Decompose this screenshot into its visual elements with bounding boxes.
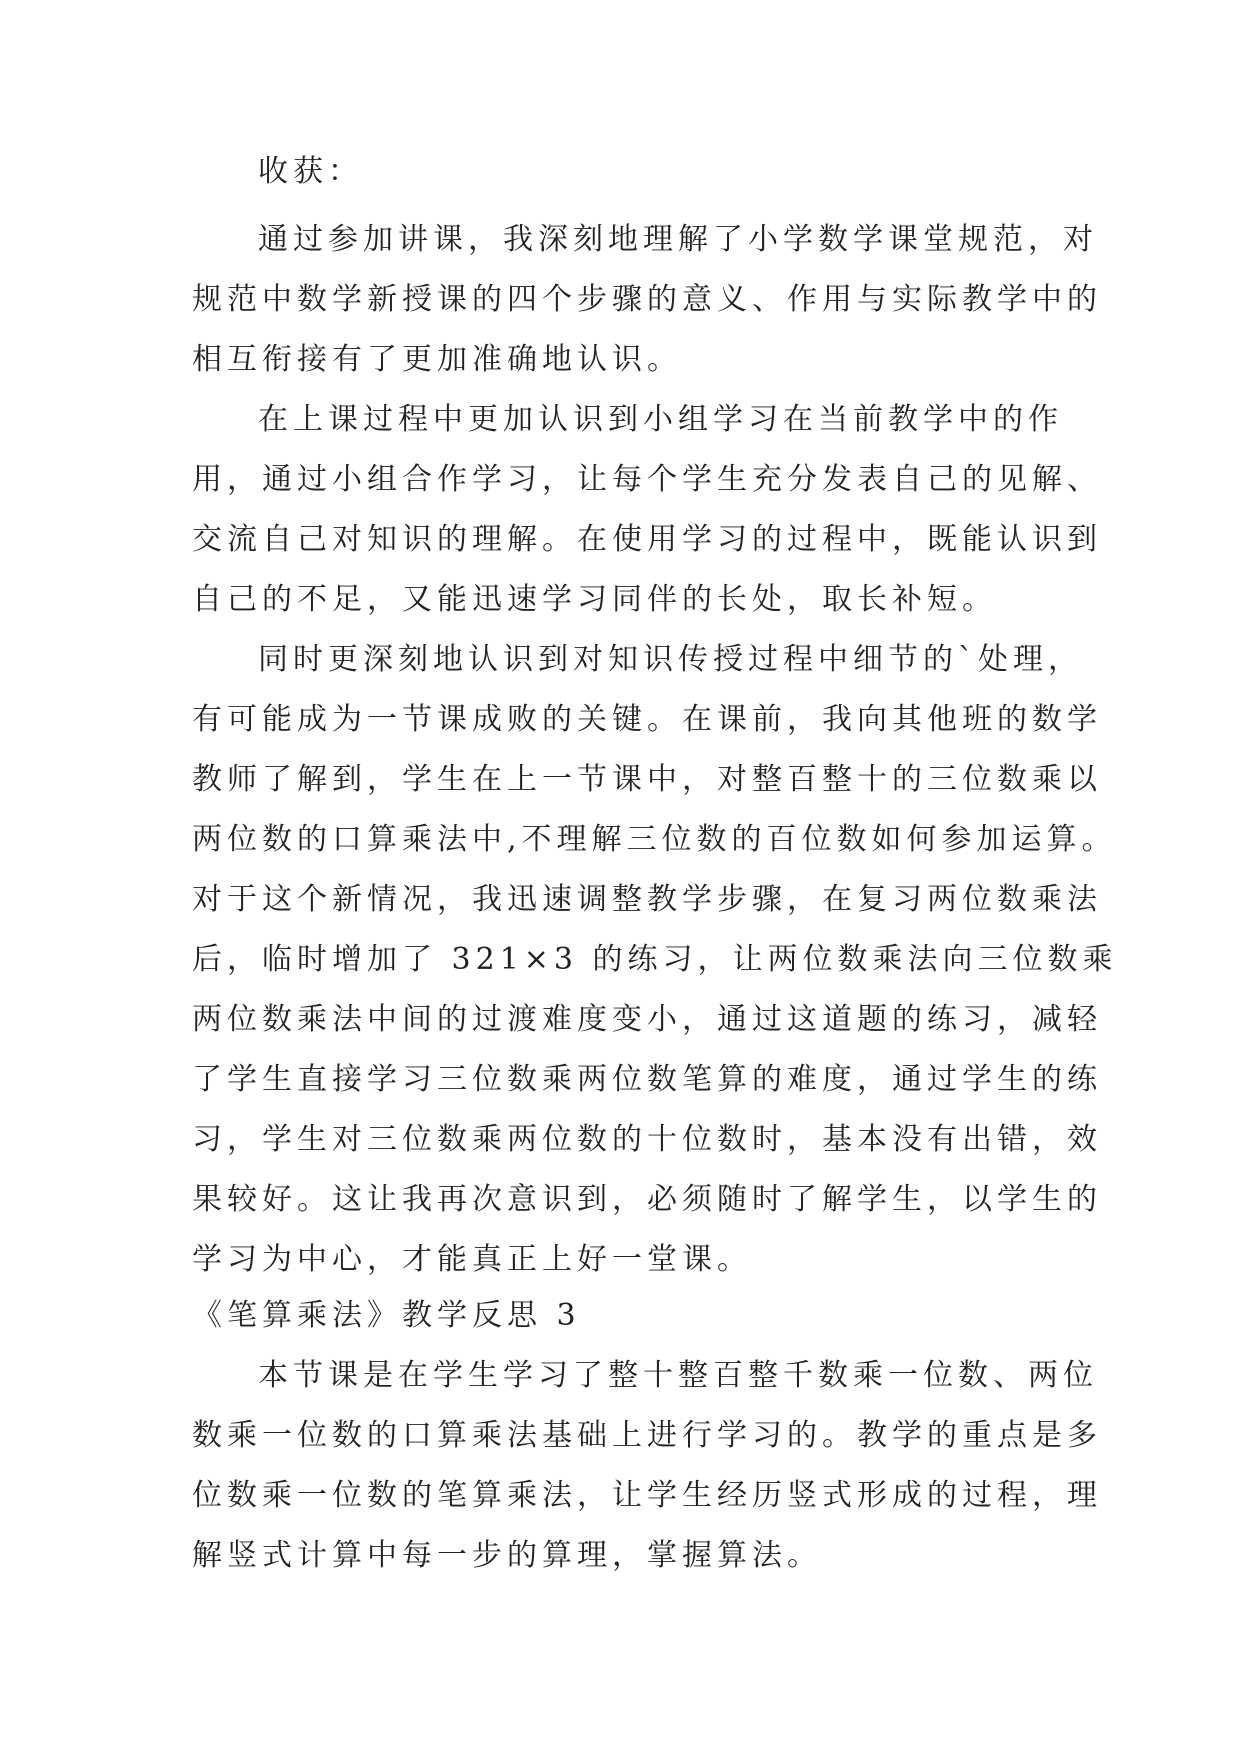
text-line: 学习为中心，才能真正上好一堂课。: [192, 1242, 752, 1277]
text-line: 收获：: [258, 154, 363, 189]
text-line: 对于这个新情况，我迅速调整教学步骤，在复习两位数乘法: [192, 882, 1102, 917]
text-line: 交流自己对知识的理解。在使用学习的过程中，既能认识到: [192, 522, 1102, 557]
text-line: 本节课是在学生学习了整十整百整千数乘一位数、两位: [258, 1358, 1098, 1393]
text-line: 后，临时增加了 321×3 的练习，让两位数乘法向三位数乘: [192, 942, 1118, 977]
text-line: 规范中数学新授课的四个步骤的意义、作用与实际教学中的: [192, 282, 1102, 317]
text-line: 数乘一位数的口算乘法基础上进行学习的。教学的重点是多: [192, 1418, 1102, 1453]
text-line: 习，学生对三位数乘两位数的十位数时，基本没有出错，效: [192, 1122, 1102, 1157]
text-line: 用，通过小组合作学习，让每个学生充分发表自己的见解、: [192, 462, 1102, 497]
text-line: 自己的不足，又能迅速学习同伴的长处，取长补短。: [192, 582, 997, 617]
section-heading: 《笔算乘法》教学反思 3: [192, 1298, 581, 1333]
text-line: 在上课过程中更加认识到小组学习在当前教学中的作: [258, 402, 1063, 437]
text-line: 通过参加讲课，我深刻地理解了小学数学课堂规范，对: [258, 222, 1098, 257]
text-line: 教师了解到，学生在上一节课中，对整百整十的三位数乘以: [192, 762, 1102, 797]
text-line: 两位数乘法中间的过渡难度变小，通过这道题的练习，减轻: [192, 1002, 1102, 1037]
text-line: 果较好。这让我再次意识到，必须随时了解学生，以学生的: [192, 1182, 1102, 1217]
text-line: 位数乘一位数的笔算乘法，让学生经历竖式形成的过程，理: [192, 1478, 1102, 1513]
text-line: 同时更深刻地认识到对知识传授过程中细节的`处理，: [258, 642, 1083, 677]
text-line: 有可能成为一节课成败的关键。在课前，我向其他班的数学: [192, 702, 1102, 737]
text-line: 了学生直接学习三位数乘两位数笔算的难度，通过学生的练: [192, 1062, 1102, 1097]
text-line: 相互衔接有了更加准确地认识。: [192, 342, 682, 377]
text-line: 解竖式计算中每一步的算理，掌握算法。: [192, 1538, 822, 1573]
text-line: 两位数的口算乘法中,不理解三位数的百位数如何参加运算。: [192, 822, 1117, 857]
